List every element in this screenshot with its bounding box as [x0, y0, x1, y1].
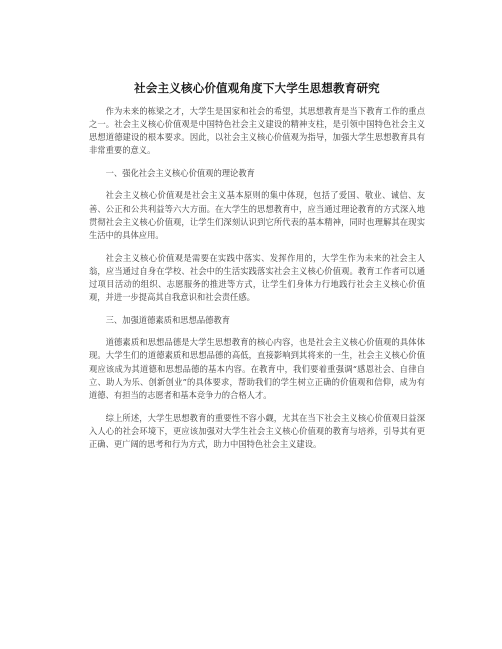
section-heading-3: 三、加强道德素质和思想品德教育 [105, 315, 231, 326]
practice-paragraph: 社会主义核心价值观是需要在实践中落实、发挥作用的，大学生作为未来的社会主人翁，应当通过自身在学校、社会中的生活实践落实社会主义核心价值观。教育工作者可以通过项目活动的组织、志愿服务的推进等方式，让学生们身体力行地践行社会主义核心价值观，并进一步提高其自我意识和社会责任感。 [89, 252, 425, 303]
conclusion-paragraph: 综上所述，大学生思想教育的重要性不容小觑，尤其在当下社会主义核心价值观日益深入人心的社会环境下，更应该加强对大学生社会主义核心价值观的教育与培养，引导其有更正确、更广阔的思考和行为方式，助力中国特色社会主义建设。 [89, 412, 425, 449]
section-1-paragraph: 社会主义核心价值观是社会主义基本原则的集中体现，包括了爱国、敬业、诚信、友善、公正和公共利益等六大方面。在大学生的思想教育中，应当通过理论教育的方式深入地贯彻社会主义核心价值观，让学生们深刻认识到它所代表的基本精神，同时也理解其在现实生活中的具体应用。 [89, 190, 425, 240]
document-title: 社会主义核心价值观角度下大学生思想教育研究 [134, 81, 380, 95]
section-heading-1: 一、强化社会主义核心价值观的理论教育 [105, 168, 255, 179]
document-body [89, 80, 425, 461]
section-3-paragraph: 道德素质和思想品德是大学生思想教育的核心内容，也是社会主义核心价值观的具体体现。大学生们的道德素质和思想品德的高低，直接影响到其将来的一生，社会主义核心价值观应该成为其道德和思想品德的基本内容。在教育中，我们要着重强调“感恩社会、自律自立、助人为乐、创新创业”的具体要求，帮助我们的学生树立正确的价值观和信仰，成为有道德、有担当的志愿者和基本竞争力的合格人才。 [89, 337, 425, 400]
intro-paragraph: 作为未来的栋梁之才，大学生是国家和社会的希望，其思想教育是当下教育工作的重点之一。社会主义核心价值观是中国特色社会主义建设的精神支柱，是引领中国特色社会主义思想道德建设的根本要求。因此，以社会主义核心价值观为指导，加强大学生思想教育具有非常重要的意义。 [89, 106, 425, 156]
